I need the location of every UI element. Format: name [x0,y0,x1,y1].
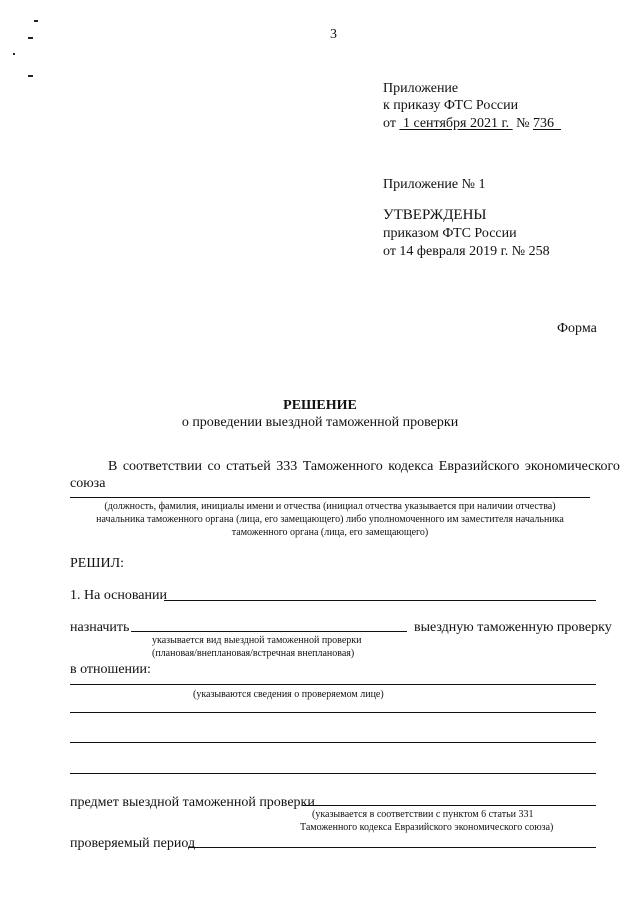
basis-label: 1. На основании [70,588,167,603]
form-label: Форма [557,321,597,336]
intro-text-cont: союза [70,476,106,491]
page-number: 3 [330,27,337,42]
scope-label: предмет выездной таможенной проверки [70,795,315,810]
document-title: РЕШЕНИЕ [283,398,357,413]
basis-field-line[interactable] [164,600,596,601]
document-subtitle: о проведении выездной таможенной проверки [181,415,459,430]
official-hint: начальника таможенного органа (лица, его замещающего) либо уполномоченного им заместителя начальника [96,514,564,525]
scan-mark [13,53,15,55]
audit-type-field-line[interactable] [131,631,407,632]
appendix-label: Приложение [383,81,459,96]
audit-type-hint: указывается вид выездной таможенной проверки [152,635,362,646]
date-prefix: от [383,116,396,131]
regarding-label: в отношении: [70,662,151,677]
number-value: 736 [533,116,554,131]
scope-hint: (указывается в соответствии с пунктом 6 статьи 331 [312,809,534,820]
subject-field-line[interactable] [70,684,596,685]
official-hint: таможенного органа (лица, его замещающего) [231,527,429,538]
audit-type-hint: (плановая/внеплановая/встречная внеплановая) [152,648,355,659]
period-field-line[interactable] [188,847,596,848]
appendix-order-date [383,115,561,132]
approved-by: приказом ФТС России [383,226,517,241]
official-field-line[interactable] [70,497,590,498]
official-hint: (должность, фамилия, инициалы имени и отчества (инициал отчества указывается при наличии отчества) [104,501,556,512]
decided-label: РЕШИЛ: [70,556,124,571]
number-prefix: № [516,116,530,131]
scope-field-line[interactable] [302,805,596,806]
audit-label: выездную таможенную проверку [414,620,612,635]
appendix1-title: Приложение № 1 [383,177,486,192]
assign-label: назначить [70,620,130,635]
scan-mark [28,75,33,77]
scan-mark [28,37,33,39]
appendix-order-ref: к приказу ФТС России [383,98,519,113]
scope-hint: Таможенного кодекса Евразийского экономического союза) [300,822,554,833]
subject-field-line[interactable] [70,773,596,774]
subject-field-line[interactable] [70,712,596,713]
date-value: 1 сентября 2021 г. [402,116,510,131]
approved-label: УТВЕРЖДЕНЫ [383,207,487,223]
subject-field-line[interactable] [70,742,596,743]
subject-hint: (указываются сведения о проверяемом лице) [193,689,384,700]
scan-mark [34,20,38,22]
approved-date: от 14 февраля 2019 г. № 258 [383,244,550,259]
intro-text: В соответствии со статьей 333 Таможенного кодекса Евразийского экономического [108,459,620,474]
period-label: проверяемый период [70,836,196,851]
